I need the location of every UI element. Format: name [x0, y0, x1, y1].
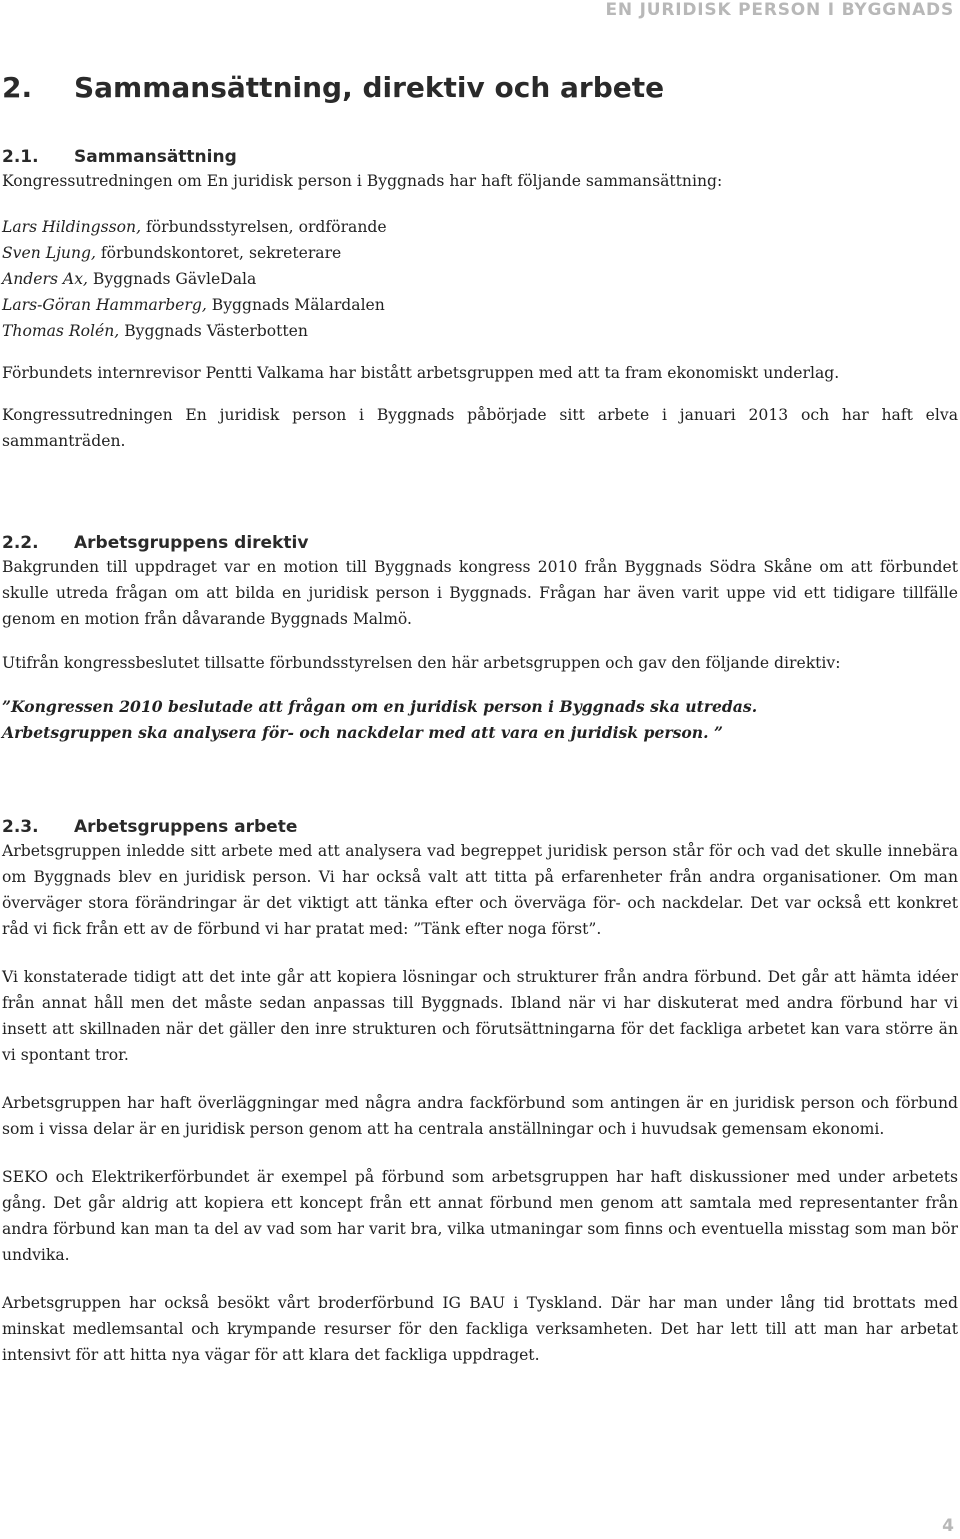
chapter-number: 2.: [2, 71, 33, 104]
paragraph: Arbetsgruppen har haft överläggningar med några andra fackförbund som antingen är en juridisk person och förbund som i vissa delar är en juridisk person genom att ha centrala anställningar och i huvudsak gemensam ekonomi.: [2, 1094, 958, 1138]
member-role: Byggnads GävleDala: [87, 270, 257, 288]
section-heading: [2, 532, 958, 554]
section-heading: [2, 816, 958, 838]
paragraph: Arbetsgruppen inledde sitt arbete med att analysera vad begreppet juridisk person står för och vad det skulle innebära om Byggnads blev en juridisk person. Vi har också valt att titta på erfarenheter från andra organisationer. Om man överväger stora förändringar är det viktigt att tänka efter och överväga för- och nackdelar. Det var också ett konkret råd vi fick från ett av de förbund vi har pratat med: ”Tänk efter noga först”.: [2, 842, 958, 938]
paragraph: Vi konstaterade tidigt att det inte går att kopiera lösningar och strukturer från andra förbund. Det går att hämta idéer från annat håll men det måste sedan anpassas till Byggnads. Ibland när vi har diskuterat med andra förbund har vi insett att skillnaden när det gäller den inre strukturen och förutsättningarna för det fackliga arbetet kan vara större än vi spontant tror.: [2, 968, 958, 1064]
paragraph: Kongressutredningen En juridisk person i Byggnads påbörjade sitt arbete i januari 2013 och har haft elva sammanträden.: [2, 406, 958, 450]
paragraph: Bakgrunden till uppdraget var en motion till Byggnads kongress 2010 från Byggnads Södra Skåne om att förbundet skulle utreda frågan om att bilda en juridisk person i Byggnads. Frågan har även varit uppe vid ett tidigare tillfälle genom en motion från dåvarande Byggnads Malmö.: [2, 558, 958, 628]
member-item: [2, 318, 958, 344]
member-role: förbundskontoret, sekreterare: [95, 244, 342, 262]
member-item: [2, 266, 958, 292]
paragraph: SEKO och Elektrikerförbundet är exempel på förbund som arbetsgruppen har haft diskussioner med under arbetets gång. Det går aldrig att kopiera ett koncept från ett annat förbund men genom att samtala med representanter från andra förbund kan man ta del av vad som har varit bra, vilka utmaningar som finns och eventuella misstag som man bör undvika.: [2, 1168, 958, 1264]
quote-line: Arbetsgruppen ska analysera för- och nackdelar med att vara en juridisk person. ”: [2, 723, 723, 742]
section-number: 2.1.: [2, 147, 39, 167]
chapter-title-text: Sammansättning, direktiv och arbete: [74, 71, 665, 104]
member-item: [2, 214, 958, 240]
section-heading: [2, 146, 958, 168]
section-2-2: [2, 532, 958, 746]
section-title: Sammansättning: [74, 147, 237, 167]
section-title: Arbetsgruppens direktiv: [74, 533, 309, 553]
member-list: [2, 214, 958, 344]
chapter-title: [2, 70, 664, 106]
member-item: [2, 240, 958, 266]
member-role: Byggnads Mälardalen: [206, 296, 385, 314]
member-name: Anders Ax,: [2, 270, 88, 288]
intro-paragraph: Kongressutredningen om En juridisk person i Byggnads har haft följande sammansättning:: [2, 172, 723, 190]
member-role: förbundsstyrelsen, ordförande: [141, 218, 387, 236]
member-role: Byggnads Västerbotten: [119, 322, 308, 340]
page-number: 4: [942, 1516, 954, 1536]
section-2-3: [2, 816, 958, 1368]
member-name: Lars-Göran Hammarberg,: [2, 296, 207, 314]
quote-line: ”Kongressen 2010 beslutade att frågan om en juridisk person i Byggnads ska utredas.: [2, 697, 758, 716]
running-header: EN JURIDISK PERSON I BYGGNADS: [605, 0, 954, 20]
section-number: 2.2.: [2, 533, 39, 553]
paragraph: Arbetsgruppen har också besökt vårt broderförbund IG BAU i Tyskland. Där har man under lång tid brottats med minskat medlemsantal och krympande resurser för den fackliga verksamheten. Det har lett till att man har arbetat intensivt för att hitta nya vägar för att klara det fackliga uppdraget.: [2, 1294, 958, 1364]
member-item: [2, 292, 958, 318]
section-number: 2.3.: [2, 817, 39, 837]
directive-quote: [2, 694, 958, 746]
section-2-1: [2, 146, 958, 454]
member-name: Sven Ljung,: [2, 244, 96, 262]
paragraph: Förbundets internrevisor Pentti Valkama har bistått arbetsgruppen med att ta fram ekonomiskt underlag.: [2, 364, 840, 382]
section-title: Arbetsgruppens arbete: [74, 817, 298, 837]
member-name: Lars Hildingsson,: [2, 218, 142, 236]
member-name: Thomas Rolén,: [2, 322, 120, 340]
paragraph: Utifrån kongressbeslutet tillsatte förbundsstyrelsen den här arbetsgruppen och gav den följande direktiv:: [2, 654, 841, 672]
